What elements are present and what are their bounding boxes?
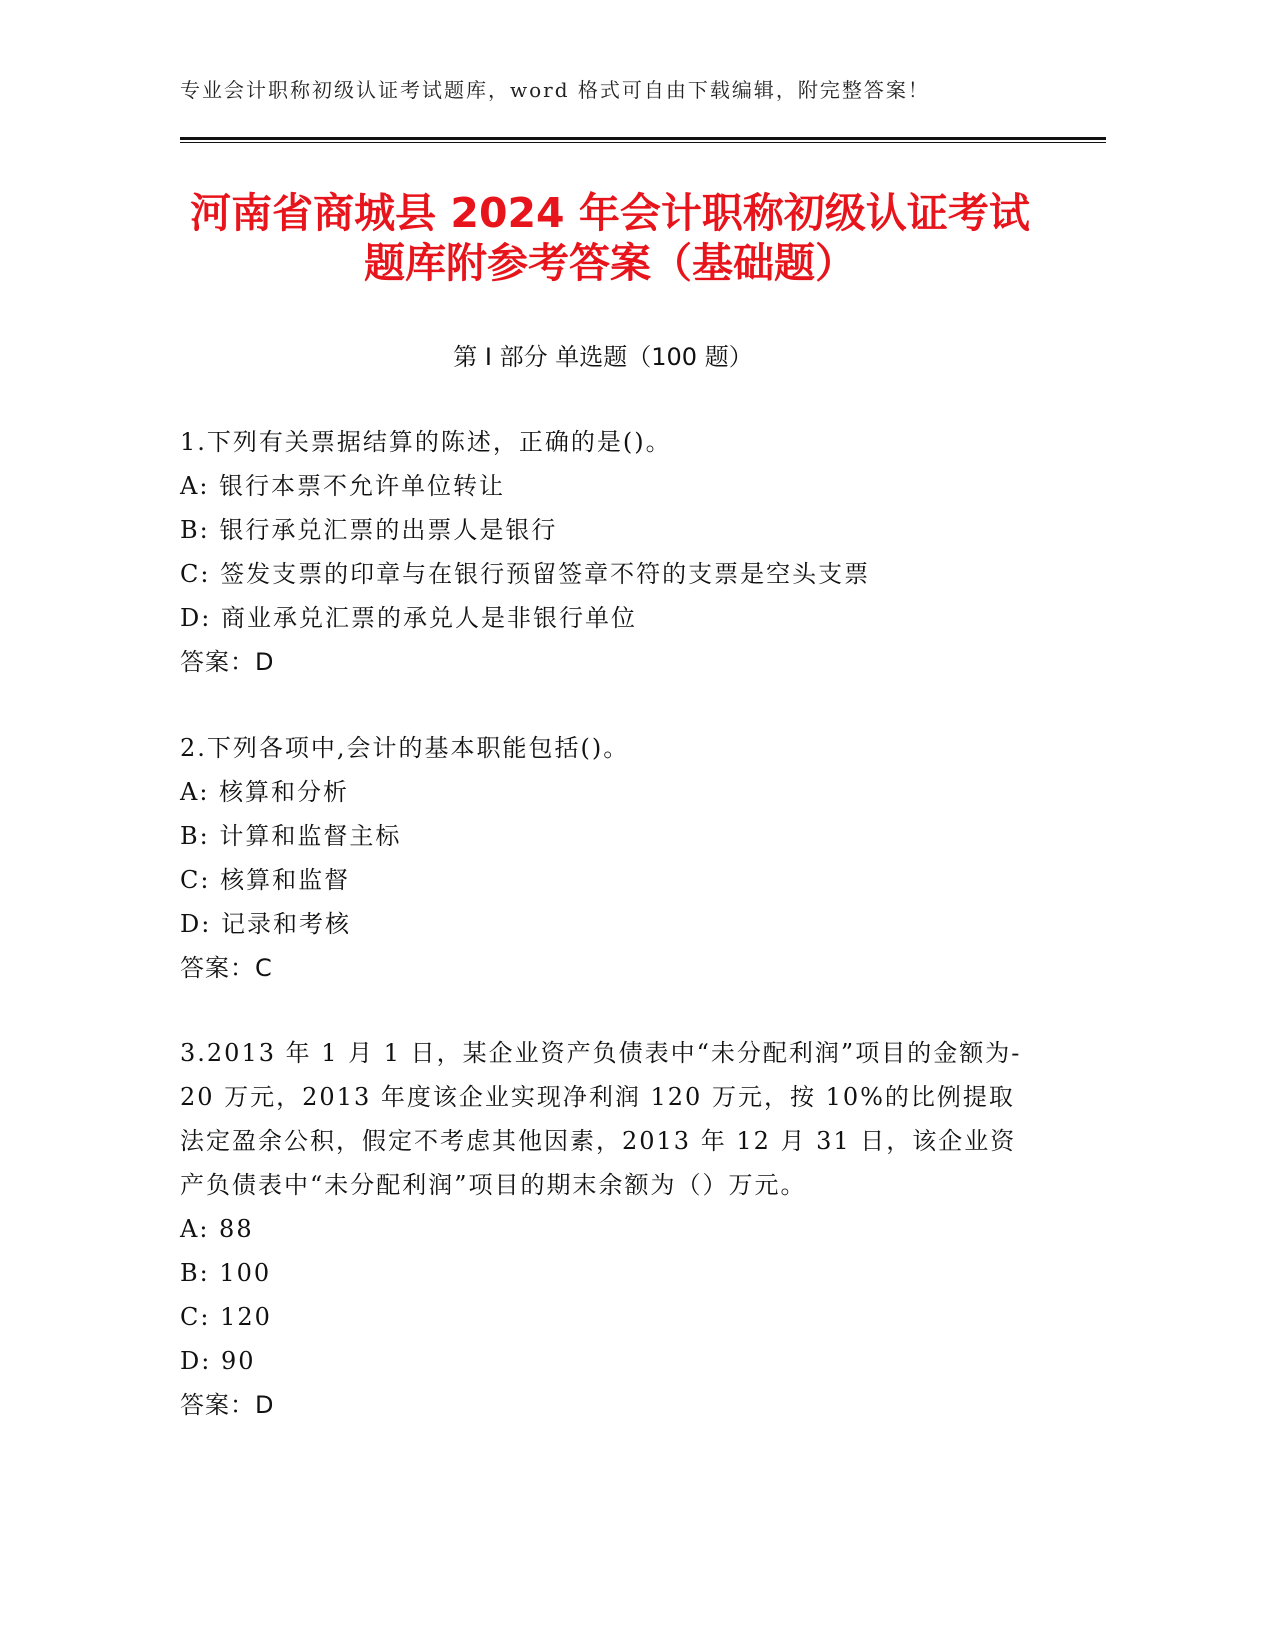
document-title-line-2: 题库附参考答案（基础题） <box>364 239 856 287</box>
document-title <box>180 188 1040 288</box>
question-3 <box>180 1031 1040 1427</box>
answer: 答案：C <box>180 954 273 982</box>
document-title-line-1: 河南省商城县 2024 年会计职称初级认证考试 <box>190 189 1030 237</box>
header-divider-thick <box>180 137 1106 140</box>
option-d: D: 90 <box>180 1347 256 1375</box>
answer: 答案：D <box>180 1391 275 1419</box>
option-c: C: 核算和监督 <box>180 866 351 894</box>
header-divider-thin <box>180 142 1106 143</box>
question-stem: 2.下列各项中,会计的基本职能包括()。 <box>180 734 630 762</box>
option-a: A: 银行本票不允许单位转让 <box>180 472 506 500</box>
option-b: B: 100 <box>180 1259 272 1287</box>
option-d: D: 商业承兑汇票的承兑人是非银行单位 <box>180 604 637 632</box>
section-title: 第 I 部分 单选题（100 题） <box>453 343 753 371</box>
option-b: B: 计算和监督主标 <box>180 822 402 850</box>
question-stem: 1.下列有关票据结算的陈述，正确的是()。 <box>180 428 672 456</box>
question-2 <box>180 726 1040 990</box>
page-header: 专业会计职称初级认证考试题库，word 格式可自由下载编辑，附完整答案！ <box>180 78 930 102</box>
option-a: A: 88 <box>180 1215 254 1243</box>
option-c: C: 120 <box>180 1303 272 1331</box>
question-stem: 3.2013 年 1 月 1 日，某企业资产负债表中“未分配利润”项目的金额为-20 万元，2013 年度该企业实现净利润 120 万元，按 10%的比例提取法定盈余公积，假定不考虑其他因素，2013 年 12 月 31 日，该企业资产负债表中“未分配利润”项目的期末余额为（）万元。 <box>180 1039 1022 1199</box>
option-b: B: 银行承兑汇票的出票人是银行 <box>180 516 558 544</box>
option-c: C: 签发支票的印章与在银行预留签章不符的支票是空头支票 <box>180 560 871 588</box>
answer: 答案：D <box>180 648 275 676</box>
option-d: D: 记录和考核 <box>180 910 351 938</box>
question-1 <box>180 420 1040 684</box>
option-a: A: 核算和分析 <box>180 778 350 806</box>
